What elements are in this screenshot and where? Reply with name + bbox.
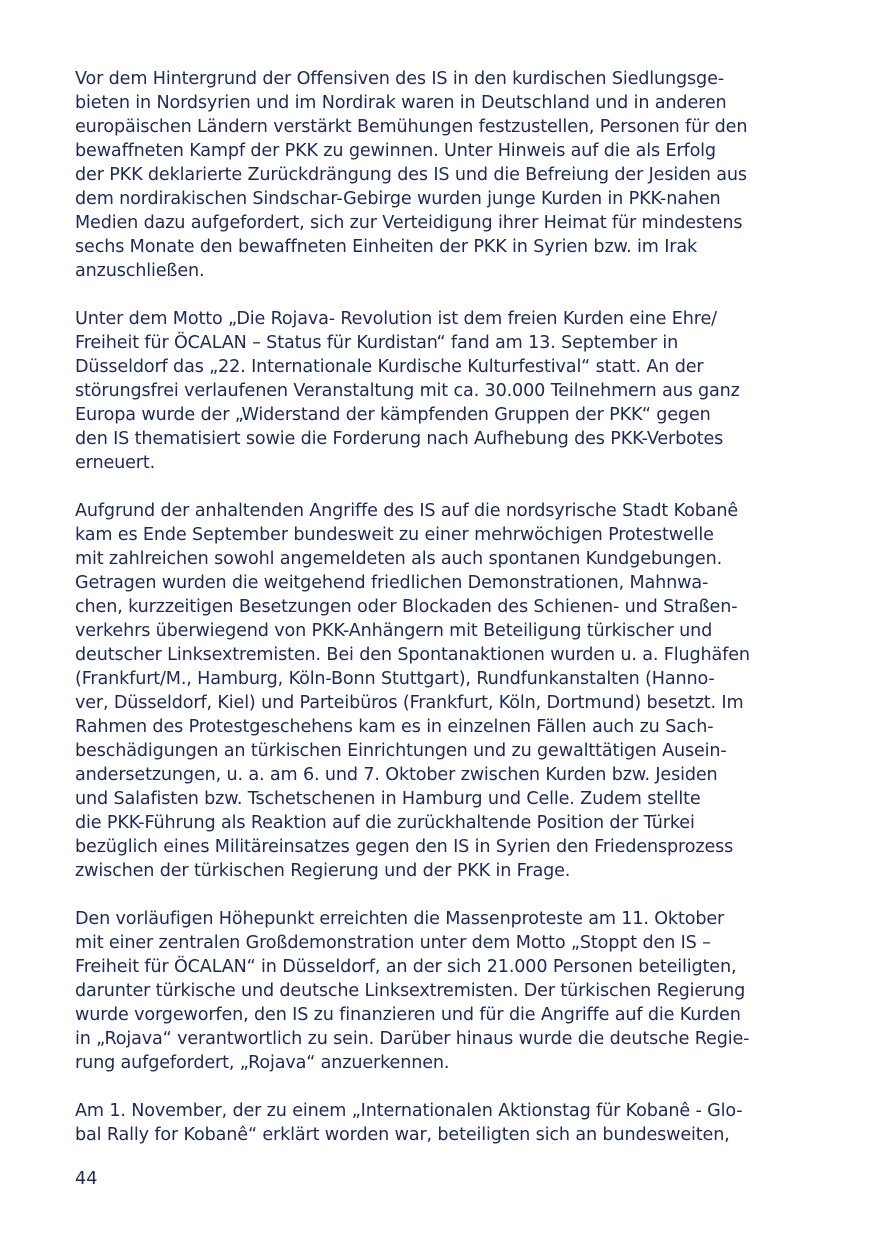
text-line: beschädigungen an türkischen Einrichtungen und zu gewalttätigen Ausein- [75, 741, 727, 761]
text-line: Medien dazu aufgefordert, sich zur Verteidigung ihrer Heimat für mindestens [75, 213, 743, 233]
text-line: der PKK deklarierte Zurückdrängung des IS und die Befreiung der Jesiden aus [75, 165, 747, 185]
text-line: zwischen der türkischen Regierung und der PKK in Frage. [75, 861, 571, 881]
text-line: die PKK-Führung als Reaktion auf die zurückhaltende Position der Türkei [75, 813, 695, 833]
text-line: mit zahlreichen sowohl angemeldeten als auch spontanen Kundgebungen. [75, 549, 723, 569]
paragraph-2 [75, 307, 797, 475]
text-line: verkehrs überwiegend von PKK-Anhängern mit Beteiligung türkischer und [75, 621, 713, 641]
text-line: wurde vorgeworfen, den IS zu finanzieren und für die Angriffe auf die Kurden [75, 1005, 741, 1025]
text-line: den IS thematisiert sowie die Forderung nach Aufhebung des PKK-Verbotes [75, 429, 724, 449]
text-line: in „Rojava“ verantwortlich zu sein. Darüber hinaus wurde die deutsche Regie- [75, 1029, 750, 1049]
text-line: ver, Düsseldorf, Kiel) und Parteibüros (Frankfurt, Köln, Dortmund) besetzt. Im [75, 693, 744, 713]
text-line: (Frankfurt/M., Hamburg, Köln-Bonn Stuttgart), Rundfunkanstalten (Hanno- [75, 669, 715, 689]
text-line: erneuert. [75, 453, 156, 473]
text-line: Vor dem Hintergrund der Offensiven des IS in den kurdischen Siedlungsge- [75, 69, 724, 89]
text-line: kam es Ende September bundesweit zu einer mehrwöchigen Protestwelle [75, 525, 714, 545]
text-line: bezüglich eines Militäreinsatzes gegen den IS in Syrien den Friedensprozess [75, 837, 734, 857]
text-line: Am 1. November, der zu einem „Internationalen Aktionstag für Kobanê - Glo- [75, 1101, 743, 1121]
text-line: bal Rally for Kobanê“ erklärt worden war, beteiligten sich an bundesweiten, [75, 1125, 730, 1145]
text-line: chen, kurzzeitigen Besetzungen oder Blockaden des Schienen- und Straßen- [75, 597, 738, 617]
text-line: Freiheit für ÖCALAN“ in Düsseldorf, an der sich 21.000 Personen beteiligten, [75, 957, 737, 977]
page-number: 44 [75, 1169, 98, 1189]
text-line: Den vorläufigen Höhepunkt erreichten die Massenproteste am 11. Oktober [75, 909, 725, 929]
text-line: Europa wurde der „Widerstand der kämpfenden Gruppen der PKK“ gegen [75, 405, 711, 425]
text-line: und Salafisten bzw. Tschetschenen in Hamburg und Celle. Zudem stellte [75, 789, 701, 809]
text-line: Düsseldorf das „22. Internationale Kurdische Kulturfestival“ statt. An der [75, 357, 704, 377]
text-line: Unter dem Motto „Die Rojava- Revolution ist dem freien Kurden eine Ehre/ [75, 309, 717, 329]
text-line: dem nordirakischen Sindschar-Gebirge wurden junge Kurden in PKK-nahen [75, 189, 721, 209]
text-line: bieten in Nordsyrien und im Nordirak waren in Deutschland und in anderen [75, 93, 727, 113]
text-line: sechs Monate den bewaffneten Einheiten der PKK in Syrien bzw. im Irak [75, 237, 697, 257]
text-line: europäischen Ländern verstärkt Bemühungen festzustellen, Personen für den [75, 117, 748, 137]
text-line: Getragen wurden die weitgehend friedlichen Demonstrationen, Mahnwa- [75, 573, 709, 593]
text-line: darunter türkische und deutsche Linksextremisten. Der türkischen Regierung [75, 981, 746, 1001]
paragraph-3 [75, 499, 797, 883]
paragraph-5 [75, 1099, 797, 1147]
paragraph-4 [75, 907, 797, 1075]
paragraph-1 [75, 67, 797, 283]
text-line: anzuschließen. [75, 261, 205, 281]
text-line: andersetzungen, u. a. am 6. und 7. Oktober zwischen Kurden bzw. Jesiden [75, 765, 718, 785]
text-line: Freiheit für ÖCALAN – Status für Kurdistan“ fand am 13. September in [75, 333, 679, 353]
text-line: deutscher Linksextremisten. Bei den Spontanaktionen wurden u. a. Flughäfen [75, 645, 750, 665]
text-line: rung aufgefordert, „Rojava“ anzuerkennen. [75, 1053, 450, 1073]
text-line: mit einer zentralen Großdemonstration unter dem Motto „Stoppt den IS – [75, 933, 711, 953]
text-line: Aufgrund der anhaltenden Angriffe des IS auf die nordsyrische Stadt Kobanê [75, 501, 739, 521]
text-line: bewaffneten Kampf der PKK zu gewinnen. Unter Hinweis auf die als Erfolg [75, 141, 716, 161]
text-line: Rahmen des Protestgeschehens kam es in einzelnen Fällen auch zu Sach- [75, 717, 714, 737]
text-line: störungsfrei verlaufenen Veranstaltung mit ca. 30.000 Teilnehmern aus ganz [75, 381, 740, 401]
document-body [75, 67, 797, 1171]
